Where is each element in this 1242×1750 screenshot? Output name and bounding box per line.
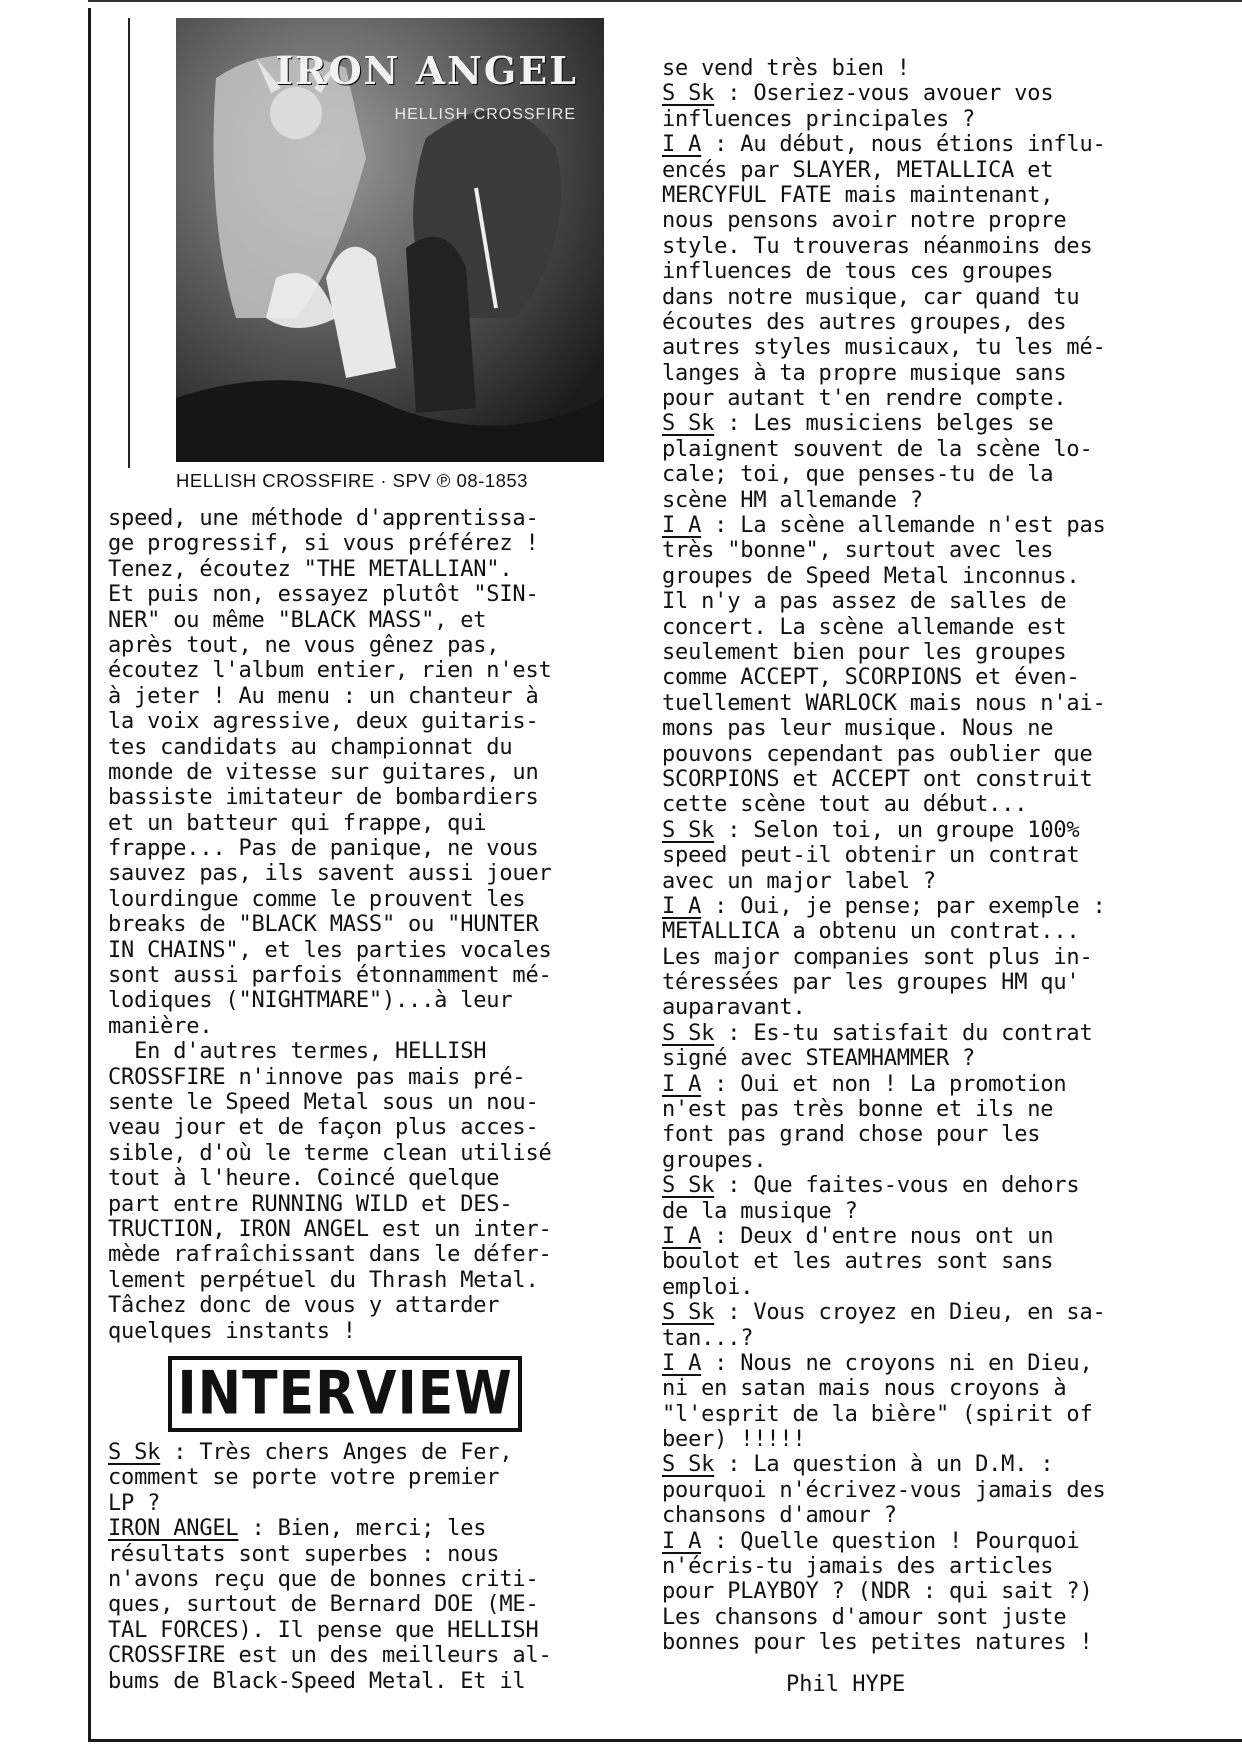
line-text: boulot et les autres sont sans xyxy=(662,1249,1054,1275)
line-text: tan...? xyxy=(662,1325,754,1351)
line-text: autres styles musicaux, tu les mé- xyxy=(662,335,1106,361)
speaker-label: I A xyxy=(662,1223,702,1249)
text-line: IN CHAINS", et les parties vocales xyxy=(108,937,552,963)
text-line: à jeter ! Au menu : un chanteur à xyxy=(108,683,539,709)
line-text: bonnes pour les petites natures ! xyxy=(662,1630,1093,1656)
interview-line xyxy=(662,919,1106,944)
line-text: : Quelle question ! Pourquoi xyxy=(701,1528,1080,1554)
line-text: écoutes des autres groupes, des xyxy=(662,309,1067,335)
line-text: : Les musiciens belges se xyxy=(714,411,1054,437)
line-text: LP ? xyxy=(108,1490,161,1516)
text-line: En d'autres termes, HELLISH xyxy=(108,1039,487,1065)
interview-line xyxy=(662,665,1106,690)
line-text: pouvons cependant pas oublier que xyxy=(662,741,1093,767)
speaker-label: I A xyxy=(662,1350,702,1376)
interview-line xyxy=(662,183,1106,208)
interview-line xyxy=(662,818,1106,843)
interview-line xyxy=(662,1503,1106,1528)
interview-line xyxy=(662,259,1106,284)
interview-line xyxy=(662,1173,1106,1198)
line-text: nous pensons avoir notre propre xyxy=(662,208,1067,234)
interview-line xyxy=(662,1046,1106,1071)
interview-line xyxy=(662,970,1106,995)
interview-line xyxy=(662,1402,1106,1427)
text-line: quelques instants ! xyxy=(108,1318,356,1344)
interview-line xyxy=(662,361,1106,386)
interview-line xyxy=(662,1427,1106,1452)
text-line: la voix agressive, deux guitaris- xyxy=(108,709,539,735)
line-text: cette scène tout au début... xyxy=(662,792,1028,818)
text-line: speed, une méthode d'apprentissa- xyxy=(108,506,539,531)
line-text: téressées par les groupes HM qu' xyxy=(662,970,1080,996)
speaker-label: I A xyxy=(662,1528,702,1554)
interview-line xyxy=(662,564,1106,589)
interview-line xyxy=(662,691,1106,716)
interview-line xyxy=(662,1148,1106,1173)
album-cover-image xyxy=(176,18,604,462)
interview-line xyxy=(662,1605,1106,1630)
interview-line xyxy=(662,1630,1106,1655)
text-line: NER" ou même "BLACK MASS", et xyxy=(108,607,487,633)
line-text: très "bonne", surtout avec les xyxy=(662,538,1054,564)
interview-line xyxy=(662,1376,1106,1401)
interview-line xyxy=(662,437,1106,462)
line-text: speed peut-il obtenir un contrat xyxy=(662,843,1080,869)
interview-line xyxy=(662,513,1106,538)
interview-line xyxy=(662,1275,1106,1300)
interview-line xyxy=(662,767,1106,792)
interview-line xyxy=(662,1529,1106,1554)
interview-line xyxy=(662,1478,1106,1503)
speaker-label: IRON ANGEL xyxy=(108,1516,239,1542)
cover-band-logo: IRON ANGEL xyxy=(275,48,578,93)
text-line: tout à l'heure. Coincé quelque xyxy=(108,1166,500,1192)
interview-line xyxy=(108,1440,552,1465)
line-text: beer) !!!!! xyxy=(662,1427,806,1453)
line-text: cale; toi, que penses-tu de la xyxy=(662,462,1054,488)
interview-line xyxy=(662,462,1106,487)
text-line: Tâchez donc de vous y attarder xyxy=(108,1293,500,1319)
line-text: emploi. xyxy=(662,1274,754,1300)
interview-line xyxy=(662,81,1106,106)
text-line: et un batteur qui frappe, qui xyxy=(108,810,487,836)
interview-line xyxy=(662,158,1106,183)
interview-line xyxy=(662,589,1106,614)
line-text: Les chansons d'amour sont juste xyxy=(662,1604,1067,1630)
line-text: : Très chers Anges de Fer, xyxy=(160,1440,513,1465)
text-line: manière. xyxy=(108,1013,213,1039)
interview-line xyxy=(662,843,1106,868)
interview-line xyxy=(662,640,1106,665)
line-text: plaignent souvent de la scène lo- xyxy=(662,436,1093,462)
text-line: sont aussi parfois étonnamment mé- xyxy=(108,963,552,989)
text-line: frappe... Pas de panique, ne vous xyxy=(108,836,539,862)
speaker-label: S Sk xyxy=(662,411,715,437)
line-text: bums de Black-Speed Metal. Et il xyxy=(108,1668,526,1694)
text-line: écoutez l'album entier, rien n'est xyxy=(108,658,552,684)
interview-line xyxy=(662,386,1106,411)
author-signature: Phil HYPE xyxy=(786,1672,906,1697)
line-text: résultats sont superbes : nous xyxy=(108,1541,500,1567)
line-text: : Es-tu satisfait du contrat xyxy=(714,1020,1093,1046)
interview-line xyxy=(108,1669,552,1694)
interview-line xyxy=(662,1554,1106,1579)
text-line: après tout, ne vous gênez pas, xyxy=(108,632,500,658)
interview-line xyxy=(108,1465,552,1490)
line-text: tuellement WARLOCK mais nous n'ai- xyxy=(662,690,1106,716)
line-text: comment se porte votre premier xyxy=(108,1465,500,1491)
line-text: "l'esprit de la bière" (spirit of xyxy=(662,1401,1093,1427)
interview-line xyxy=(662,1122,1106,1147)
line-text: : Bien, merci; les xyxy=(238,1516,487,1542)
interview-line xyxy=(662,1579,1106,1604)
speaker-label: S Sk xyxy=(662,817,715,843)
interview-line xyxy=(662,1097,1106,1122)
interview-line xyxy=(108,1542,552,1567)
text-line: mède rafraîchissant dans le défer- xyxy=(108,1242,552,1268)
speaker-label: I A xyxy=(662,893,702,919)
text-line: CROSSFIRE n'innove pas mais pré- xyxy=(108,1064,526,1090)
interview-line xyxy=(662,742,1106,767)
interview-line xyxy=(662,411,1106,436)
interview-line xyxy=(662,234,1106,259)
cover-side-rule xyxy=(128,18,130,468)
line-text: : Oui et non ! La promotion xyxy=(701,1071,1067,1097)
interview-line xyxy=(662,615,1106,640)
line-text: : Selon toi, un groupe 100% xyxy=(714,817,1080,843)
line-text: concert. La scène allemande est xyxy=(662,614,1067,640)
line-text: Les major companies sont plus in- xyxy=(662,944,1093,970)
text-line: lodiques ("NIGHTMARE")...à leur xyxy=(108,988,513,1014)
interview-line xyxy=(662,1326,1106,1351)
interview-line xyxy=(108,1643,552,1668)
interview-line xyxy=(662,285,1106,310)
interview-line xyxy=(108,1491,552,1516)
line-text: TAL FORCES). Il pense que HELLISH xyxy=(108,1617,539,1643)
line-text: groupes de Speed Metal inconnus. xyxy=(662,563,1080,589)
line-text: : Nous ne croyons ni en Dieu, xyxy=(701,1350,1093,1376)
interview-line xyxy=(662,1021,1106,1046)
line-text: : La scène allemande n'est pas xyxy=(701,513,1106,539)
text-line: ge progressif, si vous préférez ! xyxy=(108,531,539,557)
cover-caption: HELLISH CROSSFIRE · SPV ℗ 08-1853 xyxy=(176,470,528,491)
line-text: pour autant t'en rendre compte. xyxy=(662,386,1067,412)
interview-line xyxy=(662,792,1106,817)
text-line: monde de vitesse sur guitares, un xyxy=(108,759,539,785)
line-text: dans notre musique, car quand tu xyxy=(662,284,1080,310)
line-text: : Que faites-vous en dehors xyxy=(714,1173,1080,1199)
interview-line xyxy=(108,1618,552,1643)
text-line: veau jour et de façon plus acces- xyxy=(108,1115,539,1141)
text-line: Tenez, écoutez "THE METALLIAN". xyxy=(108,556,513,582)
line-text: de la musique ? xyxy=(662,1198,858,1224)
line-text: ni en satan mais nous croyons à xyxy=(662,1376,1067,1402)
line-text: groupes. xyxy=(662,1147,767,1173)
interview-heading-box xyxy=(168,1356,522,1432)
line-text: scène HM allemande ? xyxy=(662,487,923,513)
text-line: bassiste imitateur de bombardiers xyxy=(108,785,539,811)
interview-line xyxy=(662,1300,1106,1325)
speaker-label: S Sk xyxy=(662,81,715,107)
text-line: lourdingue comme le prouvent les xyxy=(108,886,526,912)
line-text: influences principales ? xyxy=(662,106,976,132)
line-text: MERCYFUL FATE mais maintenant, xyxy=(662,182,1054,208)
interview-line xyxy=(662,335,1106,360)
speaker-label: I A xyxy=(662,1071,702,1097)
text-line: lement perpétuel du Thrash Metal. xyxy=(108,1267,539,1293)
cover-album-title: HELLISH CROSSFIRE xyxy=(394,106,576,123)
interview-line xyxy=(662,488,1106,513)
line-text: : Oseriez-vous avouer vos xyxy=(714,81,1054,107)
text-line: TRUCTION, IRON ANGEL est un inter- xyxy=(108,1216,552,1242)
line-text: : La question à un D.M. : xyxy=(714,1452,1054,1478)
line-text: chansons d'amour ? xyxy=(662,1503,897,1529)
line-text: style. Tu trouveras néanmoins des xyxy=(662,233,1093,259)
line-text: auparavant. xyxy=(662,995,806,1021)
interview-line xyxy=(662,132,1106,157)
interview-line xyxy=(662,1199,1106,1224)
line-text: Il n'y a pas assez de salles de xyxy=(662,589,1067,615)
interview-line xyxy=(662,1351,1106,1376)
line-text: encés par SLAYER, METALLICA et xyxy=(662,157,1054,183)
speaker-label: S Sk xyxy=(662,1020,715,1046)
interview-line xyxy=(662,894,1106,919)
line-text: SCORPIONS et ACCEPT ont construit xyxy=(662,766,1093,792)
line-text: pourquoi n'écrivez-vous jamais des xyxy=(662,1477,1106,1503)
line-text: langes à ta propre musique sans xyxy=(662,360,1067,386)
interview-line xyxy=(662,208,1106,233)
text-line: sible, d'où le terme clean utilisé xyxy=(108,1140,552,1166)
line-text: n'avons reçu que de bonnes criti- xyxy=(108,1566,539,1592)
line-text: signé avec STEAMHAMMER ? xyxy=(662,1046,976,1072)
interview-line xyxy=(662,1072,1106,1097)
interview-heading: INTERVIEW xyxy=(177,1359,513,1429)
speaker-label: S Sk xyxy=(662,1452,715,1478)
interview-left-column xyxy=(108,1440,552,1694)
line-text: n'écris-tu jamais des articles xyxy=(662,1554,1054,1580)
speaker-label: S Sk xyxy=(108,1440,161,1465)
interview-line xyxy=(662,310,1106,335)
line-text: mons pas leur musique. Nous ne xyxy=(662,716,1054,742)
line-text: : Oui, je pense; par exemple : xyxy=(701,893,1106,919)
speaker-label: S Sk xyxy=(662,1173,715,1199)
interview-line xyxy=(662,945,1106,970)
interview-line xyxy=(662,716,1106,741)
speaker-label: I A xyxy=(662,513,702,539)
text-line: sauvez pas, ils savent aussi jouer xyxy=(108,861,552,887)
line-text: : Deux d'entre nous ont un xyxy=(701,1223,1054,1249)
line-text: seulement bien pour les groupes xyxy=(662,639,1067,665)
line-text: METALLICA a obtenu un contrat... xyxy=(662,919,1080,945)
interview-line xyxy=(662,56,1106,81)
line-text: influences de tous ces groupes xyxy=(662,259,1054,285)
line-text: n'est pas très bonne et ils ne xyxy=(662,1097,1054,1123)
interview-line xyxy=(662,1452,1106,1477)
interview-line xyxy=(662,538,1106,563)
speaker-label: S Sk xyxy=(662,1300,715,1326)
interview-line xyxy=(662,1224,1106,1249)
text-line: part entre RUNNING WILD et DES- xyxy=(108,1191,513,1217)
interview-line xyxy=(108,1516,552,1541)
text-line: sente le Speed Metal sous un nou- xyxy=(108,1089,539,1115)
interview-line xyxy=(662,995,1106,1020)
interview-line xyxy=(108,1592,552,1617)
text-line: Et puis non, essayez plutôt "SIN- xyxy=(108,582,539,608)
interview-line xyxy=(662,1249,1106,1274)
line-text: CROSSFIRE est un des meilleurs al- xyxy=(108,1643,552,1669)
page-top-rule xyxy=(88,0,1242,2)
interview-line xyxy=(108,1567,552,1592)
speaker-label: I A xyxy=(662,132,702,158)
line-text: comme ACCEPT, SCORPIONS et éven- xyxy=(662,665,1080,691)
interview-line xyxy=(662,107,1106,132)
line-text: pour PLAYBOY ? (NDR : qui sait ?) xyxy=(662,1579,1093,1605)
line-text: ques, surtout de Bernard DOE (ME- xyxy=(108,1592,539,1618)
article-left-column xyxy=(108,506,552,1344)
line-text: : Au début, nous étions influ- xyxy=(701,132,1106,158)
line-text: se vend très bien ! xyxy=(662,56,910,81)
interview-line xyxy=(662,869,1106,894)
line-text: font pas grand chose pour les xyxy=(662,1122,1041,1148)
line-text: : Vous croyez en Dieu, en sa- xyxy=(714,1300,1106,1326)
interview-right-column xyxy=(662,56,1106,1656)
text-line: tes candidats au championnat du xyxy=(108,734,513,760)
line-text: avec un major label ? xyxy=(662,868,936,894)
text-line: breaks de "BLACK MASS" ou "HUNTER xyxy=(108,912,539,938)
